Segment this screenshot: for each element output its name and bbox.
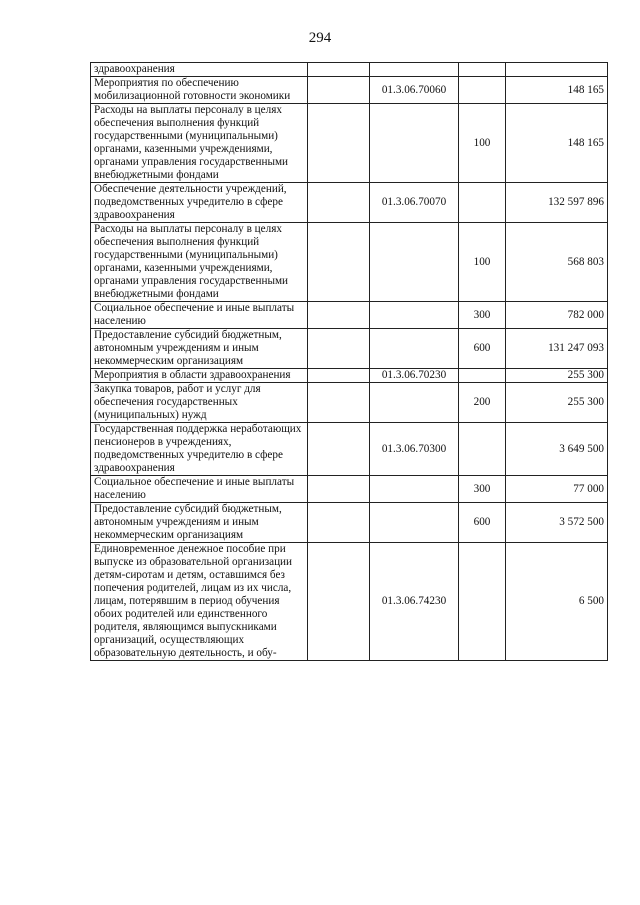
blank-cell <box>308 223 370 302</box>
target-article-code-cell <box>370 329 459 369</box>
table-row <box>91 369 608 383</box>
target-article-code-cell <box>370 223 459 302</box>
amount-cell: 148 165 <box>506 77 608 104</box>
target-article-code-cell: 01.3.06.70300 <box>370 423 459 476</box>
expense-kind-cell: 300 <box>459 302 506 329</box>
expense-kind-cell <box>459 369 506 383</box>
expense-name-cell: Закупка товаров, работ и услуг для обеспечения государственных (муниципальных) нужд <box>91 383 308 423</box>
amount-cell: 568 803 <box>506 223 608 302</box>
expense-kind-cell <box>459 77 506 104</box>
expense-kind-cell: 100 <box>459 104 506 183</box>
budget-table-body <box>91 63 608 661</box>
target-article-code-cell <box>370 383 459 423</box>
expense-name-cell: Государственная поддержка неработающих пенсионеров в учреждениях, подведомственных учредителю в сфере здравоохранения <box>91 423 308 476</box>
amount-cell: 255 300 <box>506 383 608 423</box>
blank-cell <box>308 302 370 329</box>
blank-cell <box>308 63 370 77</box>
table-row <box>91 77 608 104</box>
expense-name-cell: Мероприятия в области здравоохранения <box>91 369 308 383</box>
amount-cell: 6 500 <box>506 543 608 661</box>
target-article-code-cell <box>370 503 459 543</box>
blank-cell <box>308 383 370 423</box>
amount-cell: 255 300 <box>506 369 608 383</box>
expense-kind-cell: 200 <box>459 383 506 423</box>
expense-kind-cell <box>459 543 506 661</box>
target-article-code-cell <box>370 104 459 183</box>
table-row <box>91 503 608 543</box>
table-row <box>91 543 608 661</box>
page-number: 294 <box>308 30 332 46</box>
expense-name-cell: Предоставление субсидий бюджетным, автономным учреждениям и иным некоммерческим организациям <box>91 503 308 543</box>
expense-name-cell: Обеспечение деятельности учреждений, подведомственных учредителю в сфере здравоохранения <box>91 183 308 223</box>
target-article-code-cell: 01.3.06.74230 <box>370 543 459 661</box>
blank-cell <box>308 503 370 543</box>
expense-name-cell: здравоохранения <box>91 63 308 77</box>
target-article-code-cell <box>370 302 459 329</box>
expense-kind-cell <box>459 183 506 223</box>
blank-cell <box>308 423 370 476</box>
expense-kind-cell <box>459 63 506 77</box>
blank-cell <box>308 77 370 104</box>
expense-name-cell: Мероприятия по обеспечению мобилизационной готовности экономики <box>91 77 308 104</box>
amount-cell: 3 649 500 <box>506 423 608 476</box>
blank-cell <box>308 104 370 183</box>
expense-name-cell: Предоставление субсидий бюджетным, автономным учреждениям и иным некоммерческим организациям <box>91 329 308 369</box>
amount-cell: 782 000 <box>506 302 608 329</box>
expense-name-cell: Социальное обеспечение и иные выплаты населению <box>91 302 308 329</box>
target-article-code-cell <box>370 63 459 77</box>
expense-kind-cell: 600 <box>459 329 506 369</box>
amount-cell: 77 000 <box>506 476 608 503</box>
blank-cell <box>308 369 370 383</box>
target-article-code-cell: 01.3.06.70230 <box>370 369 459 383</box>
amount-cell <box>506 63 608 77</box>
expense-name-cell: Расходы на выплаты персоналу в целях обеспечения выполнения функций государственными (муниципальными) органами, казенными учреждениями, органами управления государственными внебюджетными фондами <box>91 223 308 302</box>
table-row <box>91 476 608 503</box>
table-row <box>91 223 608 302</box>
amount-cell: 3 572 500 <box>506 503 608 543</box>
expense-kind-cell: 100 <box>459 223 506 302</box>
expense-kind-cell: 600 <box>459 503 506 543</box>
expense-name-cell: Единовременное денежное пособие при выпуске из образовательной организации детям-сиротам и детям, оставшимся без попечения родителей, лицам из их числа, лицам, потерявшим в период обучения обоих родителей или единственного родителя, являющимся выпускниками организаций, осуществляющих образовательную деятельность, и обу- <box>91 543 308 661</box>
amount-cell: 131 247 093 <box>506 329 608 369</box>
table-row <box>91 302 608 329</box>
target-article-code-cell: 01.3.06.70070 <box>370 183 459 223</box>
table-row <box>91 329 608 369</box>
table-row <box>91 104 608 183</box>
blank-cell <box>308 543 370 661</box>
table-row <box>91 383 608 423</box>
blank-cell <box>308 183 370 223</box>
expense-name-cell: Расходы на выплаты персоналу в целях обеспечения выполнения функций государственными (муниципальными) органами, казенными учреждениями, органами управления государственными внебюджетными фондами <box>91 104 308 183</box>
amount-cell: 132 597 896 <box>506 183 608 223</box>
target-article-code-cell <box>370 476 459 503</box>
blank-cell <box>308 329 370 369</box>
expense-kind-cell <box>459 423 506 476</box>
expense-name-cell: Социальное обеспечение и иные выплаты населению <box>91 476 308 503</box>
blank-cell <box>308 476 370 503</box>
expense-kind-cell: 300 <box>459 476 506 503</box>
budget-table <box>90 62 608 661</box>
table-row <box>91 63 608 77</box>
target-article-code-cell: 01.3.06.70060 <box>370 77 459 104</box>
amount-cell: 148 165 <box>506 104 608 183</box>
table-row <box>91 423 608 476</box>
table-row <box>91 183 608 223</box>
